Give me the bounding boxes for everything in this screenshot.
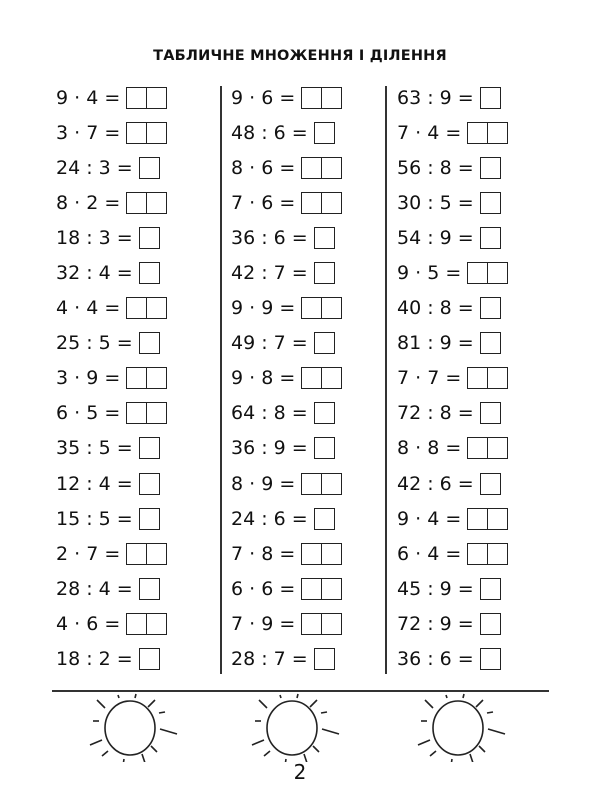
problem-row: [56, 642, 167, 677]
sun-icon: [90, 694, 177, 762]
answer-digit-cell[interactable]: [302, 158, 321, 178]
answer-box[interactable]: [126, 402, 167, 424]
problem-expression: 8 · 2 =: [56, 191, 121, 214]
problem-expression: 40 : 8 =: [397, 297, 474, 320]
problem-column-2: [231, 80, 342, 677]
problem-expression: 6 · 6 =: [231, 577, 296, 600]
problem-row: [397, 291, 508, 326]
problem-row: [56, 501, 167, 536]
problem-row: [56, 431, 167, 466]
problem-expression: 24 : 3 =: [56, 156, 133, 179]
problem-row: [397, 326, 508, 361]
answer-box[interactable]: [480, 648, 501, 670]
answer-box[interactable]: [314, 648, 335, 670]
answer-digit-cell[interactable]: [146, 614, 166, 634]
problem-expression: 8 · 9 =: [231, 472, 296, 495]
answer-box[interactable]: [314, 262, 335, 284]
problem-row: [397, 80, 508, 115]
problem-row: [397, 431, 508, 466]
answer-digit-cell[interactable]: [487, 263, 507, 283]
answer-digit-cell[interactable]: [127, 123, 146, 143]
answer-box[interactable]: [139, 578, 160, 600]
answer-box[interactable]: [301, 367, 342, 389]
answer-digit-cell[interactable]: [140, 509, 159, 529]
answer-box[interactable]: [126, 87, 167, 109]
answer-digit-cell[interactable]: [321, 474, 341, 494]
answer-digit-cell[interactable]: [321, 193, 341, 213]
problem-row: [56, 291, 167, 326]
answer-box[interactable]: [301, 297, 342, 319]
worksheet-title: ТАБЛИЧНЕ МНОЖЕННЯ І ДІЛЕННЯ: [153, 48, 447, 64]
answer-digit-cell[interactable]: [127, 88, 146, 108]
answer-box[interactable]: [126, 543, 167, 565]
problem-column-3: [397, 80, 508, 677]
problem-row: [56, 115, 167, 150]
answer-digit-cell[interactable]: [481, 298, 500, 318]
answer-box[interactable]: [301, 613, 342, 635]
answer-digit-cell[interactable]: [140, 474, 159, 494]
answer-box[interactable]: [314, 332, 335, 354]
problem-row: [397, 185, 508, 220]
answer-box[interactable]: [314, 227, 335, 249]
problem-expression: 3 · 7 =: [56, 121, 121, 144]
problem-expression: 24 : 6 =: [231, 507, 308, 530]
problem-expression: 36 : 9 =: [231, 437, 308, 460]
problem-row: [56, 185, 167, 220]
answer-box[interactable]: [480, 332, 501, 354]
problem-expression: 9 · 6 =: [231, 86, 296, 109]
problem-row: [397, 361, 508, 396]
problem-row: [231, 642, 342, 677]
answer-digit-cell[interactable]: [302, 193, 321, 213]
answer-digit-cell[interactable]: [127, 298, 146, 318]
answer-box[interactable]: [139, 473, 160, 495]
answer-digit-cell[interactable]: [321, 544, 341, 564]
answer-box[interactable]: [314, 437, 335, 459]
answer-digit-cell[interactable]: [302, 614, 321, 634]
answer-digit-cell[interactable]: [487, 123, 507, 143]
answer-digit-cell[interactable]: [140, 158, 159, 178]
problem-row: [56, 606, 167, 641]
answer-digit-cell[interactable]: [127, 544, 146, 564]
answer-box[interactable]: [139, 332, 160, 354]
problem-expression: 6 · 4 =: [397, 542, 462, 565]
problem-row: [397, 606, 508, 641]
problem-expression: 72 : 8 =: [397, 402, 474, 425]
sun-icon: [252, 694, 339, 762]
answer-digit-cell[interactable]: [146, 368, 166, 388]
problem-row: [397, 466, 508, 501]
problem-row: [397, 571, 508, 606]
answer-digit-cell[interactable]: [127, 368, 146, 388]
problem-row: [231, 220, 342, 255]
answer-digit-cell[interactable]: [321, 298, 341, 318]
answer-digit-cell[interactable]: [146, 88, 166, 108]
answer-digit-cell[interactable]: [146, 298, 166, 318]
answer-digit-cell[interactable]: [315, 228, 334, 248]
problem-expression: 30 : 5 =: [397, 191, 474, 214]
problem-row: [397, 536, 508, 571]
answer-digit-cell[interactable]: [302, 544, 321, 564]
answer-digit-cell[interactable]: [140, 649, 159, 669]
answer-digit-cell[interactable]: [487, 544, 507, 564]
answer-digit-cell[interactable]: [481, 333, 500, 353]
problem-expression: 6 · 5 =: [56, 402, 121, 425]
answer-digit-cell[interactable]: [481, 158, 500, 178]
problem-row: [397, 150, 508, 185]
answer-digit-cell[interactable]: [302, 298, 321, 318]
problem-row: [231, 501, 342, 536]
answer-digit-cell[interactable]: [146, 403, 166, 423]
problem-expression: 63 : 9 =: [397, 86, 474, 109]
answer-digit-cell[interactable]: [481, 193, 500, 213]
answer-box[interactable]: [480, 157, 501, 179]
problem-expression: 56 : 8 =: [397, 156, 474, 179]
answer-digit-cell[interactable]: [140, 263, 159, 283]
column-divider: [385, 86, 387, 674]
problem-expression: 15 : 5 =: [56, 507, 133, 530]
problem-expression: 18 : 2 =: [56, 648, 133, 671]
problem-expression: 7 · 6 =: [231, 191, 296, 214]
answer-box[interactable]: [467, 437, 508, 459]
answer-box[interactable]: [139, 157, 160, 179]
answer-digit-cell[interactable]: [321, 158, 341, 178]
answer-digit-cell[interactable]: [315, 333, 334, 353]
problem-row: [231, 431, 342, 466]
problem-expression: 8 · 8 =: [397, 437, 462, 460]
answer-box[interactable]: [126, 297, 167, 319]
answer-box[interactable]: [467, 543, 508, 565]
problem-expression: 28 : 7 =: [231, 648, 308, 671]
answer-box[interactable]: [467, 262, 508, 284]
answer-box[interactable]: [314, 122, 335, 144]
answer-digit-cell[interactable]: [302, 368, 321, 388]
problem-row: [56, 466, 167, 501]
answer-digit-cell[interactable]: [468, 438, 487, 458]
problem-expression: 28 : 4 =: [56, 577, 133, 600]
answer-digit-cell[interactable]: [302, 579, 321, 599]
problem-row: [397, 115, 508, 150]
answer-digit-cell[interactable]: [127, 193, 146, 213]
problem-expression: 72 : 9 =: [397, 612, 474, 635]
answer-digit-cell[interactable]: [315, 438, 334, 458]
problem-row: [231, 150, 342, 185]
problem-row: [397, 220, 508, 255]
problem-expression: 25 : 5 =: [56, 332, 133, 355]
problem-expression: 32 : 4 =: [56, 262, 133, 285]
problem-expression: 3 · 9 =: [56, 367, 121, 390]
answer-digit-cell[interactable]: [481, 403, 500, 423]
answer-box[interactable]: [467, 122, 508, 144]
answer-digit-cell[interactable]: [315, 123, 334, 143]
answer-box[interactable]: [301, 543, 342, 565]
problem-expression: 81 : 9 =: [397, 332, 474, 355]
answer-digit-cell[interactable]: [315, 649, 334, 669]
problem-row: [397, 642, 508, 677]
answer-digit-cell[interactable]: [140, 333, 159, 353]
problem-row: [56, 326, 167, 361]
answer-box[interactable]: [126, 367, 167, 389]
problem-row: [231, 185, 342, 220]
answer-box[interactable]: [139, 648, 160, 670]
problem-expression: 54 : 9 =: [397, 226, 474, 249]
problem-row: [56, 396, 167, 431]
answer-digit-cell[interactable]: [321, 614, 341, 634]
problem-row: [397, 396, 508, 431]
answer-box[interactable]: [480, 87, 501, 109]
answer-digit-cell[interactable]: [481, 88, 500, 108]
problem-row: [231, 291, 342, 326]
problem-expression: 45 : 9 =: [397, 577, 474, 600]
sun-icon: [418, 694, 505, 762]
answer-digit-cell[interactable]: [127, 403, 146, 423]
problem-row: [231, 255, 342, 290]
answer-box[interactable]: [480, 192, 501, 214]
answer-box[interactable]: [480, 402, 501, 424]
answer-digit-cell[interactable]: [321, 579, 341, 599]
column-divider: [220, 86, 222, 674]
problem-expression: 4 · 6 =: [56, 612, 121, 635]
problem-row: [231, 115, 342, 150]
answer-digit-cell[interactable]: [146, 123, 166, 143]
answer-box[interactable]: [314, 402, 335, 424]
problem-row: [397, 501, 508, 536]
answer-box[interactable]: [301, 578, 342, 600]
answer-digit-cell[interactable]: [302, 474, 321, 494]
problem-row: [56, 220, 167, 255]
page-number: 2: [293, 760, 307, 784]
problem-row: [56, 80, 167, 115]
answer-digit-cell[interactable]: [468, 263, 487, 283]
problem-row: [56, 255, 167, 290]
answer-box[interactable]: [467, 508, 508, 530]
answer-box[interactable]: [139, 227, 160, 249]
answer-digit-cell[interactable]: [468, 123, 487, 143]
problem-row: [231, 606, 342, 641]
answer-digit-cell[interactable]: [481, 614, 500, 634]
sun-decorations: [0, 692, 600, 762]
answer-digit-cell[interactable]: [140, 579, 159, 599]
problem-expression: 36 : 6 =: [397, 648, 474, 671]
problem-expression: 9 · 4 =: [56, 86, 121, 109]
problem-expression: 36 : 6 =: [231, 226, 308, 249]
answer-box[interactable]: [480, 578, 501, 600]
problem-expression: 12 : 4 =: [56, 472, 133, 495]
answer-digit-cell[interactable]: [140, 228, 159, 248]
answer-box[interactable]: [301, 157, 342, 179]
answer-digit-cell[interactable]: [468, 509, 487, 529]
problem-expression: 42 : 7 =: [231, 262, 308, 285]
problem-expression: 18 : 3 =: [56, 226, 133, 249]
answer-digit-cell[interactable]: [321, 88, 341, 108]
answer-digit-cell[interactable]: [481, 649, 500, 669]
problem-row: [231, 80, 342, 115]
problem-expression: 42 : 6 =: [397, 472, 474, 495]
problem-expression: 48 : 6 =: [231, 121, 308, 144]
answer-digit-cell[interactable]: [302, 88, 321, 108]
problem-column-1: [56, 80, 167, 677]
problem-row: [231, 396, 342, 431]
answer-digit-cell[interactable]: [146, 193, 166, 213]
answer-digit-cell[interactable]: [315, 263, 334, 283]
answer-box[interactable]: [126, 122, 167, 144]
problem-row: [397, 255, 508, 290]
answer-box[interactable]: [301, 192, 342, 214]
answer-digit-cell[interactable]: [487, 509, 507, 529]
problem-expression: 7 · 9 =: [231, 612, 296, 635]
answer-box[interactable]: [126, 613, 167, 635]
problem-row: [231, 571, 342, 606]
answer-digit-cell[interactable]: [468, 544, 487, 564]
problem-expression: 8 · 6 =: [231, 156, 296, 179]
problem-row: [231, 326, 342, 361]
problem-row: [56, 361, 167, 396]
problem-expression: 7 · 8 =: [231, 542, 296, 565]
problem-row: [231, 536, 342, 571]
answer-digit-cell[interactable]: [481, 474, 500, 494]
problem-expression: 7 · 4 =: [397, 121, 462, 144]
answer-box[interactable]: [480, 227, 501, 249]
answer-digit-cell[interactable]: [321, 368, 341, 388]
answer-box[interactable]: [301, 473, 342, 495]
problem-expression: 9 · 8 =: [231, 367, 296, 390]
problem-expression: 4 · 4 =: [56, 297, 121, 320]
answer-digit-cell[interactable]: [481, 579, 500, 599]
answer-box[interactable]: [126, 192, 167, 214]
answer-digit-cell[interactable]: [127, 614, 146, 634]
problem-expression: 9 · 4 =: [397, 507, 462, 530]
problem-expression: 49 : 7 =: [231, 332, 308, 355]
problem-expression: 2 · 7 =: [56, 542, 121, 565]
answer-box[interactable]: [139, 508, 160, 530]
answer-digit-cell[interactable]: [468, 368, 487, 388]
problem-expression: 9 · 9 =: [231, 297, 296, 320]
answer-box[interactable]: [480, 613, 501, 635]
answer-box[interactable]: [139, 262, 160, 284]
problem-expression: 7 · 7 =: [397, 367, 462, 390]
answer-digit-cell[interactable]: [140, 438, 159, 458]
problem-row: [56, 150, 167, 185]
answer-digit-cell[interactable]: [481, 228, 500, 248]
answer-digit-cell[interactable]: [146, 544, 166, 564]
problem-row: [56, 571, 167, 606]
problem-expression: 64 : 8 =: [231, 402, 308, 425]
answer-digit-cell[interactable]: [487, 368, 507, 388]
answer-box[interactable]: [314, 508, 335, 530]
answer-box[interactable]: [480, 297, 501, 319]
answer-box[interactable]: [139, 437, 160, 459]
answer-box[interactable]: [480, 473, 501, 495]
answer-digit-cell[interactable]: [487, 438, 507, 458]
problem-expression: 35 : 5 =: [56, 437, 133, 460]
answer-digit-cell[interactable]: [315, 403, 334, 423]
answer-digit-cell[interactable]: [315, 509, 334, 529]
problem-expression: 9 · 5 =: [397, 262, 462, 285]
answer-box[interactable]: [467, 367, 508, 389]
problem-row: [231, 361, 342, 396]
problem-row: [56, 536, 167, 571]
answer-box[interactable]: [301, 87, 342, 109]
problem-row: [231, 466, 342, 501]
